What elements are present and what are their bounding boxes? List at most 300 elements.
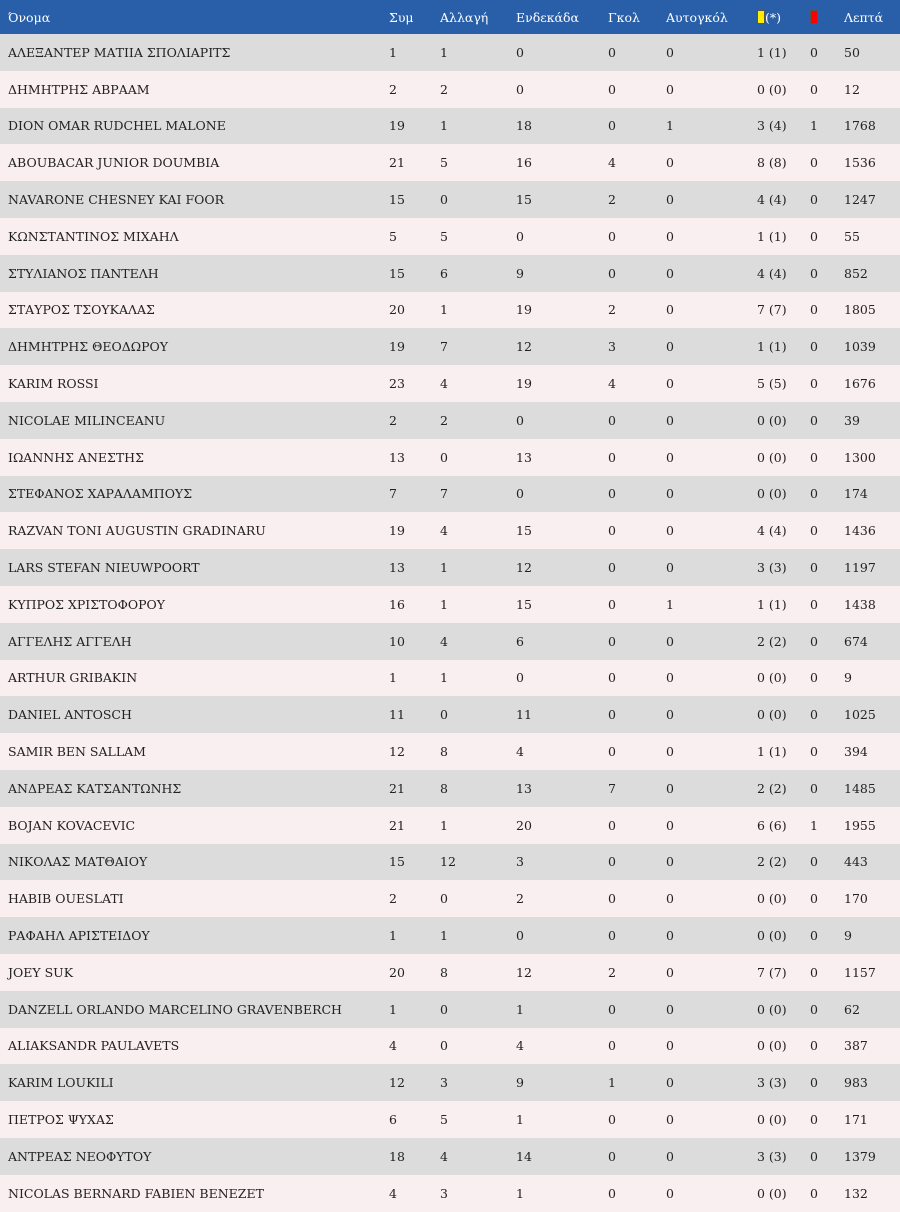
cell-goals: 0 [608,1001,616,1017]
cell-goals: 0 [608,670,616,686]
cell-name: HABIB OUESLATI [8,891,124,907]
cell-starts: 9 [516,1075,524,1091]
cell-starts: 19 [516,376,532,392]
table-row [0,770,900,807]
header-starts[interactable]: Ενδεκάδα [516,9,579,25]
cell-subs: 2 [440,412,448,428]
table-row [0,586,900,623]
cell-goals: 0 [608,1038,616,1054]
cell-apps: 18 [389,1148,405,1164]
cell-yellow-cards: 3 (3) [757,560,787,576]
cell-starts: 20 [516,817,532,833]
cell-own-goals: 0 [666,376,674,392]
cell-apps: 20 [389,302,405,318]
cell-apps: 15 [389,192,405,208]
cell-subs: 3 [440,1185,448,1201]
cell-name: ΣΤΕΦΑΝΟΣ ΧΑΡΑΛΑΜΠΟΥΣ [8,486,193,502]
cell-name: KARIM ROSSI [8,376,99,392]
cell-apps: 1 [389,1001,397,1017]
cell-minutes: 132 [844,1185,868,1201]
cell-red-cards: 0 [810,1075,818,1091]
table-row [0,991,900,1028]
cell-starts: 0 [516,928,524,944]
table-row [0,1028,900,1065]
cell-apps: 13 [389,560,405,576]
header-name[interactable]: Όνομα [8,9,51,25]
cell-goals: 0 [608,1112,616,1127]
table-row [0,108,900,145]
cell-own-goals: 0 [666,155,674,171]
cell-minutes: 1436 [844,523,876,539]
cell-starts: 4 [516,1038,524,1054]
cell-name: ΣΤΑΥΡΟΣ ΤΣΟΥΚΑΛΑΣ [8,302,155,318]
table-row [0,623,900,660]
cell-starts: 4 [516,744,524,760]
cell-subs: 2 [440,81,448,97]
cell-minutes: 39 [844,412,860,428]
cell-yellow-cards: 0 (0) [757,670,787,686]
cell-own-goals: 0 [666,817,674,833]
cell-apps: 19 [389,523,405,539]
cell-own-goals: 0 [666,449,674,465]
cell-apps: 20 [389,964,405,980]
cell-name: DION OMAR RUDCHEL MALONE [8,118,226,134]
cell-minutes: 9 [844,928,852,944]
cell-starts: 15 [516,192,532,208]
cell-apps: 16 [389,596,405,612]
cell-yellow-cards: 1 (1) [757,228,787,244]
cell-yellow-cards: 1 (1) [757,596,787,612]
cell-goals: 2 [608,964,616,980]
table-row [0,365,900,402]
cell-apps: 4 [389,1185,397,1201]
cell-minutes: 171 [844,1112,868,1127]
cell-goals: 0 [608,1148,616,1164]
cell-goals: 2 [608,192,616,208]
cell-apps: 15 [389,854,405,870]
cell-starts: 0 [516,486,524,502]
cell-goals: 0 [608,44,616,60]
cell-own-goals: 0 [666,854,674,870]
table-row [0,1101,900,1138]
cell-red-cards: 0 [810,228,818,244]
cell-name: ΚΩΝΣΤΑΝΤΙΝΟΣ ΜΙΧΑΗΛ [8,228,179,244]
cell-minutes: 1438 [844,596,876,612]
table-row [0,512,900,549]
cell-goals: 0 [608,228,616,244]
cell-starts: 13 [516,449,532,465]
cell-name: SAMIR BEN SALLAM [8,744,146,760]
cell-name: DANIEL ANTOSCH [8,707,132,723]
cell-minutes: 50 [844,44,860,60]
table-row [0,549,900,586]
cell-subs: 4 [440,523,448,539]
cell-red-cards: 0 [810,376,818,392]
cell-name: BOJAN KOVACEVIC [8,817,136,833]
cell-minutes: 1485 [844,780,876,796]
cell-subs: 0 [440,891,448,907]
cell-minutes: 443 [844,854,868,870]
cell-subs: 1 [440,670,448,686]
cell-own-goals: 0 [666,412,674,428]
cell-yellow-cards: 2 (2) [757,633,787,649]
table-row [0,328,900,365]
table-body [0,34,900,1212]
table-row [0,733,900,770]
cell-subs: 8 [440,780,448,796]
cell-red-cards: 0 [810,339,818,355]
header-minutes[interactable]: Λεπτά [844,9,884,25]
header-red-cards[interactable] [810,0,844,34]
cell-starts: 2 [516,891,524,907]
cell-goals: 0 [608,81,616,97]
cell-own-goals: 0 [666,1185,674,1201]
cell-starts: 18 [516,118,532,134]
cell-minutes: 674 [844,633,868,649]
cell-red-cards: 0 [810,192,818,208]
cell-name: ALIAKSANDR PAULAVETS [8,1038,180,1054]
cell-starts: 11 [516,707,532,723]
cell-apps: 10 [389,633,405,649]
cell-yellow-cards: 7 (7) [757,964,787,980]
cell-red-cards: 1 [810,118,818,134]
cell-minutes: 983 [844,1075,868,1091]
header-own-goals[interactable]: Αυτογκόλ [666,9,728,25]
cell-goals: 4 [608,376,616,392]
cell-own-goals: 0 [666,891,674,907]
cell-name: ΑΛΕΞΑΝΤΕΡ ΜΑΤΙΙΑ ΣΠΟΛΙΑΡΙΤΣ [8,44,231,60]
cell-red-cards: 0 [810,265,818,281]
cell-minutes: 1536 [844,155,876,171]
cell-minutes: 1247 [844,192,876,208]
cell-goals: 0 [608,118,616,134]
cell-name: NICOLAS BERNARD FABIEN BENEZET [8,1185,264,1201]
cell-red-cards: 0 [810,155,818,171]
cell-red-cards: 0 [810,1185,818,1201]
cell-starts: 0 [516,44,524,60]
cell-own-goals: 0 [666,744,674,760]
cell-apps: 1 [389,928,397,944]
cell-starts: 15 [516,596,532,612]
cell-name: DANZELL ORLANDO MARCELINO GRAVENBERCH [8,1001,342,1017]
cell-red-cards: 0 [810,854,818,870]
cell-yellow-cards: 0 (0) [757,1038,787,1054]
cell-own-goals: 0 [666,670,674,686]
cell-apps: 19 [389,118,405,134]
cell-goals: 0 [608,523,616,539]
cell-goals: 0 [608,596,616,612]
cell-yellow-cards: 0 (0) [757,486,787,502]
cell-own-goals: 0 [666,265,674,281]
cell-red-cards: 0 [810,670,818,686]
cell-own-goals: 0 [666,560,674,576]
table-row [0,402,900,439]
cell-own-goals: 0 [666,707,674,723]
cell-apps: 13 [389,449,405,465]
cell-yellow-cards: 0 (0) [757,81,787,97]
cell-goals: 0 [608,744,616,760]
cell-name: ΠΕΤΡΟΣ ΨΥΧΑΣ [8,1112,114,1127]
cell-starts: 13 [516,780,532,796]
cell-red-cards: 0 [810,780,818,796]
table-row [0,476,900,513]
cell-starts: 0 [516,412,524,428]
cell-minutes: 1955 [844,817,876,833]
table-row [0,1175,900,1212]
cell-subs: 1 [440,928,448,944]
cell-subs: 5 [440,228,448,244]
cell-goals: 0 [608,412,616,428]
cell-minutes: 1157 [844,964,876,980]
cell-own-goals: 0 [666,1038,674,1054]
cell-subs: 1 [440,560,448,576]
cell-own-goals: 0 [666,486,674,502]
cell-own-goals: 1 [666,596,674,612]
table-row [0,255,900,292]
cell-minutes: 852 [844,265,868,281]
cell-name: KARIM LOUKILI [8,1075,114,1091]
cell-subs: 5 [440,155,448,171]
cell-name: LARS STEFAN NIEUWPOORT [8,560,200,576]
cell-yellow-cards: 0 (0) [757,707,787,723]
cell-subs: 0 [440,449,448,465]
cell-name: ΝΙΚΟΛΑΣ ΜΑΤΘΑΙΟΥ [8,854,148,870]
cell-name: ΔΗΜΗΤΡΗΣ ΑΒΡΑΑΜ [8,81,150,97]
cell-goals: 0 [608,1185,616,1201]
cell-yellow-cards: 0 (0) [757,891,787,907]
cell-goals: 2 [608,302,616,318]
cell-starts: 9 [516,265,524,281]
cell-starts: 3 [516,854,524,870]
cell-own-goals: 0 [666,339,674,355]
table-row [0,660,900,697]
table-row [0,1138,900,1175]
cell-own-goals: 0 [666,1001,674,1017]
cell-red-cards: 0 [810,1001,818,1017]
cell-red-cards: 0 [810,560,818,576]
cell-own-goals: 0 [666,81,674,97]
table-row [0,696,900,733]
cell-own-goals: 0 [666,633,674,649]
cell-own-goals: 0 [666,44,674,60]
cell-red-cards: 0 [810,412,818,428]
cell-own-goals: 0 [666,1112,674,1127]
cell-name: RAZVAN TONI AUGUSTIN GRADINARU [8,523,266,539]
cell-name: ΡΑΦΑΗΛ ΑΡΙΣΤΕΙΔΟΥ [8,928,150,944]
cell-minutes: 1768 [844,118,876,134]
cell-red-cards: 0 [810,523,818,539]
cell-minutes: 1805 [844,302,876,318]
cell-goals: 0 [608,817,616,833]
cell-name: ΔΗΜΗΤΡΗΣ ΘΕΟΔΩΡΟΥ [8,339,169,355]
cell-subs: 1 [440,596,448,612]
table-row [0,954,900,991]
cell-subs: 7 [440,339,448,355]
cell-own-goals: 0 [666,523,674,539]
cell-red-cards: 0 [810,449,818,465]
cell-own-goals: 1 [666,118,674,134]
table-row [0,218,900,255]
cell-apps: 6 [389,1112,397,1127]
cell-apps: 12 [389,744,405,760]
yellow-card-icon [757,10,765,24]
cell-apps: 15 [389,265,405,281]
cell-subs: 1 [440,817,448,833]
cell-name: ABOUBACAR JUNIOR DOUMBIA [8,155,220,171]
cell-goals: 0 [608,560,616,576]
header-yellow-suffix: (*) [765,9,782,25]
cell-subs: 7 [440,486,448,502]
cell-red-cards: 0 [810,707,818,723]
cell-name: NICOLAE MILINCEANU [8,412,166,428]
cell-name: ΙΩΑΝΝΗΣ ΑΝΕΣΤΗΣ [8,449,144,465]
cell-name: ΣΤΥΛΙΑΝΟΣ ΠΑΝΤΕΛΗ [8,265,159,281]
cell-yellow-cards: 0 (0) [757,1001,787,1017]
table-row [0,844,900,881]
cell-red-cards: 0 [810,596,818,612]
cell-starts: 1 [516,1112,524,1127]
cell-red-cards: 1 [810,817,818,833]
cell-subs: 4 [440,633,448,649]
cell-own-goals: 0 [666,192,674,208]
cell-yellow-cards: 0 (0) [757,449,787,465]
cell-minutes: 170 [844,891,868,907]
cell-yellow-cards: 1 (1) [757,44,787,60]
cell-subs: 1 [440,44,448,60]
cell-red-cards: 0 [810,633,818,649]
cell-own-goals: 0 [666,964,674,980]
cell-apps: 19 [389,339,405,355]
cell-apps: 21 [389,780,405,796]
cell-apps: 2 [389,81,397,97]
table-row [0,917,900,954]
cell-subs: 5 [440,1112,448,1127]
cell-apps: 4 [389,1038,397,1054]
cell-own-goals: 0 [666,1148,674,1164]
cell-red-cards: 0 [810,81,818,97]
cell-subs: 0 [440,192,448,208]
cell-red-cards: 0 [810,1112,818,1127]
table-row [0,181,900,218]
cell-starts: 19 [516,302,532,318]
cell-minutes: 1676 [844,376,876,392]
header-apps[interactable]: Συμ [389,9,414,25]
cell-goals: 0 [608,928,616,944]
cell-minutes: 174 [844,486,868,502]
cell-subs: 4 [440,1148,448,1164]
cell-red-cards: 0 [810,302,818,318]
table-row [0,880,900,917]
cell-minutes: 1379 [844,1148,876,1164]
cell-minutes: 1039 [844,339,876,355]
cell-apps: 23 [389,376,405,392]
cell-yellow-cards: 0 (0) [757,1112,787,1127]
cell-name: NAVARONE CHESNEY KAI FOOR [8,192,225,208]
cell-subs: 12 [440,854,456,870]
table-row [0,807,900,844]
cell-apps: 12 [389,1075,405,1091]
cell-yellow-cards: 7 (7) [757,302,787,318]
cell-starts: 12 [516,339,532,355]
cell-minutes: 9 [844,670,852,686]
cell-yellow-cards: 4 (4) [757,265,787,281]
table-row [0,1064,900,1101]
cell-red-cards: 0 [810,744,818,760]
cell-apps: 21 [389,155,405,171]
header-goals[interactable]: Γκολ [608,9,640,25]
cell-yellow-cards: 8 (8) [757,155,787,171]
cell-starts: 15 [516,523,532,539]
cell-goals: 3 [608,339,616,355]
cell-minutes: 62 [844,1001,860,1017]
cell-yellow-cards: 4 (4) [757,192,787,208]
cell-apps: 11 [389,707,405,723]
cell-own-goals: 0 [666,302,674,318]
table-row [0,71,900,108]
table-row [0,34,900,71]
cell-yellow-cards: 0 (0) [757,412,787,428]
header-subs[interactable]: Αλλαγή [440,9,489,25]
cell-goals: 1 [608,1075,616,1091]
cell-apps: 5 [389,228,397,244]
cell-starts: 0 [516,81,524,97]
cell-name: JOEY SUK [8,964,74,980]
cell-yellow-cards: 3 (3) [757,1148,787,1164]
cell-own-goals: 0 [666,928,674,944]
cell-starts: 6 [516,633,524,649]
cell-starts: 16 [516,155,532,171]
cell-starts: 1 [516,1185,524,1201]
cell-subs: 6 [440,265,448,281]
cell-yellow-cards: 4 (4) [757,523,787,539]
cell-minutes: 1300 [844,449,876,465]
cell-starts: 1 [516,1001,524,1017]
cell-yellow-cards: 0 (0) [757,928,787,944]
cell-starts: 14 [516,1148,532,1164]
cell-yellow-cards: 3 (3) [757,1075,787,1091]
cell-name: ΑΝΔΡΕΑΣ ΚΑΤΣΑΝΤΩΝΗΣ [8,780,182,796]
cell-yellow-cards: 0 (0) [757,1185,787,1201]
cell-minutes: 394 [844,744,868,760]
table-row [0,292,900,329]
cell-starts: 12 [516,964,532,980]
cell-apps: 1 [389,44,397,60]
cell-goals: 0 [608,486,616,502]
cell-minutes: 1025 [844,707,876,723]
cell-subs: 0 [440,1001,448,1017]
cell-apps: 2 [389,412,397,428]
cell-subs: 1 [440,118,448,134]
cell-goals: 0 [608,449,616,465]
cell-yellow-cards: 2 (2) [757,854,787,870]
table-row [0,144,900,181]
cell-goals: 0 [608,265,616,281]
cell-goals: 0 [608,891,616,907]
cell-red-cards: 0 [810,486,818,502]
cell-name: ARTHUR GRIBAKIN [8,670,138,686]
cell-red-cards: 0 [810,964,818,980]
cell-minutes: 1197 [844,560,876,576]
header-yellow-cards[interactable] [757,0,810,34]
cell-yellow-cards: 5 (5) [757,376,787,392]
cell-starts: 0 [516,670,524,686]
cell-name: ΑΓΓΕΛΗΣ ΑΓΓΕΛΗ [8,633,132,649]
cell-goals: 0 [608,633,616,649]
cell-apps: 7 [389,486,397,502]
cell-goals: 4 [608,155,616,171]
cell-apps: 1 [389,670,397,686]
cell-own-goals: 0 [666,1075,674,1091]
